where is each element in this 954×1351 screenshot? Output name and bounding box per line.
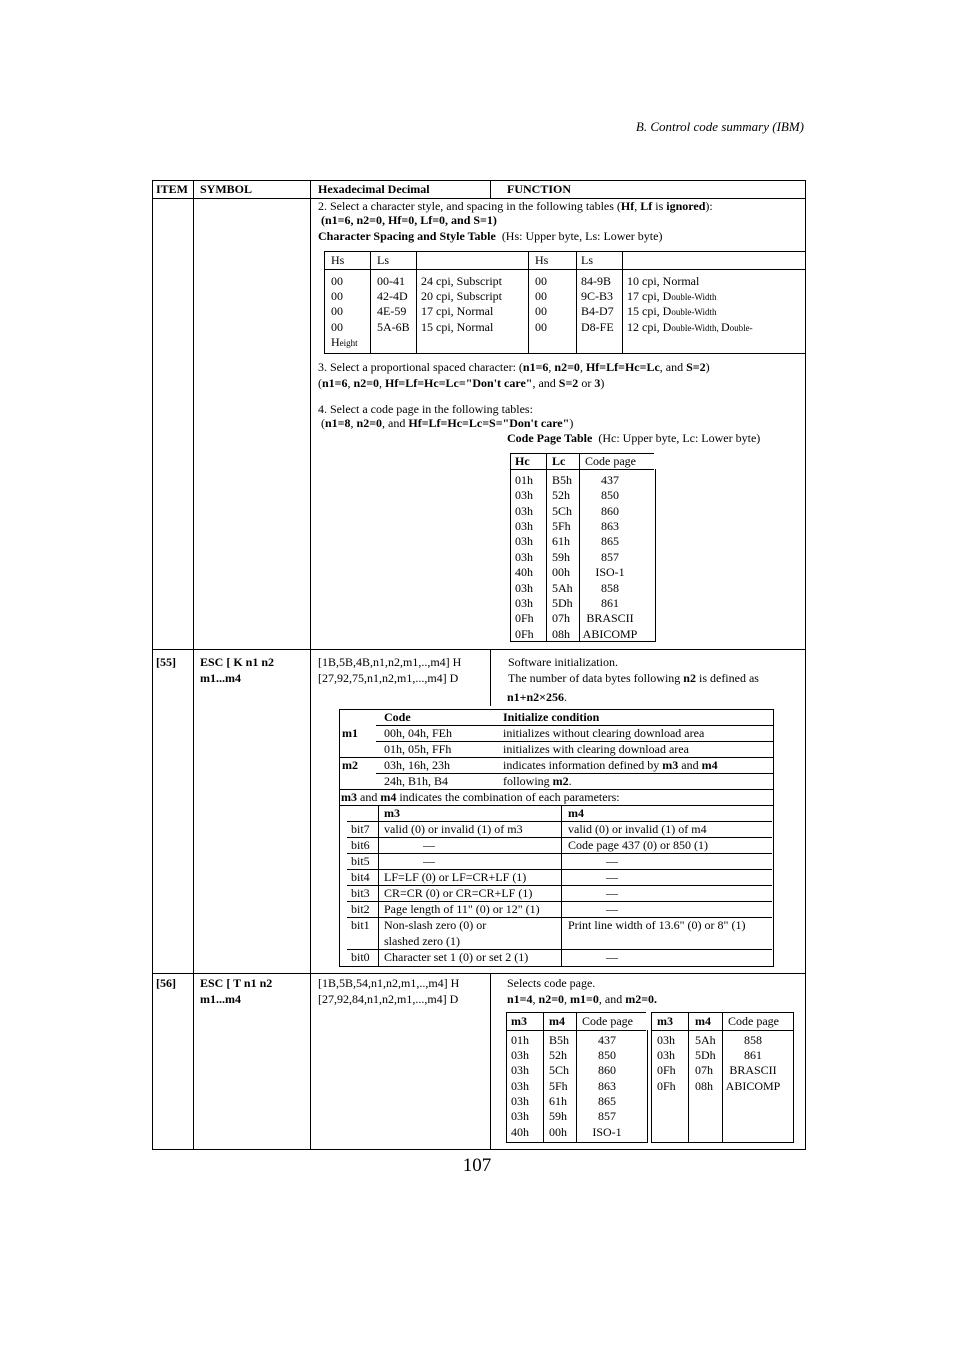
hex-code: [1B,5B,4B,n1,n2,m1,..,m4] H	[318, 655, 462, 669]
m3-header: m3	[384, 806, 400, 820]
function-text: Software initialization.	[508, 655, 618, 669]
style-desc: 15 cpi, Normal	[421, 320, 494, 334]
m3-cell: 03h	[511, 1094, 529, 1108]
sec4-line1: 4. Select a code page in the following tables:	[318, 402, 533, 416]
bit-label: bit5	[351, 854, 370, 868]
hc-cell: 0Fh	[515, 627, 534, 641]
lc-cell: 59h	[552, 550, 570, 564]
ls-cell: 5A-6B	[377, 320, 410, 334]
hs-header: Hs	[331, 253, 345, 267]
m3-cell: 0Fh	[657, 1063, 676, 1077]
m3-value: —	[423, 854, 435, 868]
m4-cell: 08h	[695, 1079, 713, 1093]
codepage-cell: 858	[601, 581, 619, 595]
m3-cell: 03h	[511, 1109, 529, 1123]
hc-cell: 03h	[515, 596, 533, 610]
hc-cell: 03h	[515, 581, 533, 595]
symbol: ESC [ K n1 n2	[200, 655, 275, 669]
bit-label: bit4	[351, 870, 370, 884]
hs-cell: 00	[535, 289, 547, 303]
codepage-header: Code page	[728, 1014, 779, 1028]
codepage-cell: 437	[601, 473, 619, 487]
combination-note: m3 and m4 indicates the combination of each parameters:	[341, 790, 620, 804]
m4-cell: 5Fh	[549, 1079, 568, 1093]
codepage-cell: BRASCII	[586, 611, 634, 625]
function-text: The number of data bytes following n2 is defined as	[508, 671, 759, 685]
style-desc: 17 cpi, Normal	[421, 304, 494, 318]
symbol: m1...m4	[200, 992, 241, 1006]
hs-cell: 00	[331, 274, 343, 288]
style-desc: 17 cpi, Double-Width	[627, 289, 717, 303]
m1-label: m1	[342, 726, 358, 740]
m1-desc: initializes with clearing download area	[503, 742, 689, 756]
m3-value: Page length of 11" (0) or 12" (1)	[384, 902, 540, 916]
hc-cell: 03h	[515, 488, 533, 502]
style-desc: 20 cpi, Subscript	[421, 289, 502, 303]
m4-cell: 5Ch	[549, 1063, 570, 1077]
m3-cell: 03h	[657, 1048, 675, 1062]
style-desc: 12 cpi, Double-Width, Double-	[627, 320, 753, 334]
ls-cell: 42-4D	[377, 289, 408, 303]
m2-code: 24h, B1h, B4	[384, 774, 449, 788]
m4-value: —	[606, 950, 618, 964]
hc-cell: 03h	[515, 550, 533, 564]
m3-header: m3	[511, 1014, 527, 1028]
sec2-line1: 2. Select a character style, and spacing in the following tables (Hf, Lf is ignored):	[318, 199, 713, 213]
sec2-line2: (n1=6, n2=0, Hf=0, Lf=0, and S=1)	[321, 213, 497, 227]
m2-desc: following m2.	[503, 774, 572, 788]
codepage-cell: 861	[744, 1048, 762, 1062]
lc-cell: 08h	[552, 627, 570, 641]
m4-header: m4	[568, 806, 584, 820]
sec3-line2: (n1=6, n2=0, Hf=Lf=Hc=Lc="Don't care", and S=2 or 3)	[318, 376, 605, 390]
ls-cell: 4E-59	[377, 304, 407, 318]
hs-header: Hs	[535, 253, 549, 267]
style-desc: 24 cpi, Subscript	[421, 274, 502, 288]
item-number: [56]	[156, 976, 176, 990]
hc-header: Hc	[515, 454, 530, 468]
codepage-cell: ISO-1	[595, 565, 625, 579]
m4-cell: 61h	[549, 1094, 567, 1108]
codepage-cell: 858	[744, 1033, 762, 1047]
code-page-table-caption: Code Page Table (Hc: Upper byte, Lc: Lower byte)	[507, 431, 761, 445]
dec-code: [27,92,84,n1,n2,m1,...,m4] D	[318, 992, 459, 1006]
ls-cell: 00-41	[377, 274, 405, 288]
m1-code: 00h, 04h, FEh	[384, 726, 453, 740]
hex-code: [1B,5B,54,n1,n2,m1,..,m4] H	[318, 976, 460, 990]
codepage-cell: 865	[598, 1094, 616, 1108]
m4-cell: 00h	[549, 1125, 567, 1139]
item-number: [55]	[156, 655, 176, 669]
codepage-cell: BRASCII	[729, 1063, 777, 1077]
bit-label: bit3	[351, 886, 370, 900]
codepage-cell: 860	[601, 504, 619, 518]
hs-cell: 00	[535, 320, 547, 334]
ls-cell: 9C-B3	[581, 289, 614, 303]
m3-value: Non-slash zero (0) or	[384, 918, 487, 932]
m3-cell: 0Fh	[657, 1079, 676, 1093]
m3-cell: 03h	[657, 1033, 675, 1047]
bit-label: bit2	[351, 902, 370, 916]
lc-cell: 00h	[552, 565, 570, 579]
hc-cell: 01h	[515, 473, 533, 487]
bit-label: bit6	[351, 838, 370, 852]
m4-value: Code page 437 (0) or 850 (1)	[568, 838, 708, 852]
m3-value: —	[423, 838, 435, 852]
lc-cell: 5Ah	[552, 581, 573, 595]
codepage-cell: 865	[601, 534, 619, 548]
code-header: Code	[384, 710, 411, 724]
hs-cell: 00	[331, 320, 343, 334]
m4-header: m4	[549, 1014, 565, 1028]
style-desc: 15 cpi, Double-Width	[627, 304, 717, 318]
m4-cell: B5h	[549, 1033, 570, 1047]
lc-header: Lc	[552, 454, 566, 468]
m4-value: valid (0) or invalid (1) of m4	[568, 822, 707, 836]
function-text: n1=4, n2=0, m1=0, and m2=0.	[507, 992, 658, 1006]
codepage-header: Code page	[582, 1014, 633, 1028]
m4-cell: 59h	[549, 1109, 567, 1123]
bit-label: bit7	[351, 822, 370, 836]
lc-cell: 52h	[552, 488, 570, 502]
running-header: B. Control code summary (IBM)	[635, 119, 804, 134]
codepage-cell: 861	[601, 596, 619, 610]
hs-cell: 00	[535, 274, 547, 288]
hc-cell: 0Fh	[515, 611, 534, 625]
m4-value: —	[606, 870, 618, 884]
codepage-cell: 857	[598, 1109, 616, 1123]
lc-cell: 07h	[552, 611, 570, 625]
m4-value: —	[606, 886, 618, 900]
ls-header: Ls	[377, 253, 389, 267]
m4-cell: 52h	[549, 1048, 567, 1062]
function-text: n1+n2×256.	[507, 690, 568, 704]
m3-cell: 03h	[511, 1063, 529, 1077]
m3-cell: 03h	[511, 1079, 529, 1093]
sec3-line1: 3. Select a proportional spaced character: (n1=6, n2=0, Hf=Lf=Hc=Lc, and S=2)	[318, 360, 710, 374]
m3-header: m3	[657, 1014, 673, 1028]
hs-cell: 00	[331, 289, 343, 303]
m2-label: m2	[342, 758, 358, 772]
symbol: m1...m4	[200, 671, 241, 685]
col-item-header: ITEM	[156, 182, 189, 196]
m3-value: Character set 1 (0) or set 2 (1)	[384, 950, 529, 964]
m4-value: —	[606, 854, 618, 868]
m3-cell: 01h	[511, 1033, 529, 1047]
codepage-cell: 860	[598, 1063, 616, 1077]
codepage-cell: 850	[598, 1048, 616, 1062]
m4-value: —	[606, 902, 618, 916]
m4-cell: 5Ah	[695, 1033, 716, 1047]
init-header: Initialize condition	[503, 710, 600, 724]
bit-label: bit1	[351, 918, 370, 932]
col-function-header: FUNCTION	[507, 182, 572, 196]
col-symbol-header: SYMBOL	[200, 182, 253, 196]
m2-desc: indicates information defined by m3 and m4	[503, 758, 718, 772]
hc-cell: 03h	[515, 504, 533, 518]
hc-cell: 40h	[515, 565, 533, 579]
codepage-cell: ABICOMP	[725, 1079, 781, 1093]
page-number: 107	[462, 1155, 492, 1176]
codepage-cell: 863	[598, 1079, 616, 1093]
codepage-cell: 437	[598, 1033, 616, 1047]
hs-cell: 00	[535, 304, 547, 318]
ls-header: Ls	[581, 253, 593, 267]
codepage-cell: 863	[601, 519, 619, 533]
lc-cell: 5Fh	[552, 519, 571, 533]
m4-value: Print line width of 13.6" (0) or 8" (1)	[568, 918, 746, 932]
hc-cell: 03h	[515, 519, 533, 533]
codepage-cell: ISO-1	[592, 1125, 622, 1139]
codepage-cell: ABICOMP	[582, 627, 638, 641]
hs-cell: 00	[331, 304, 343, 318]
ls-cell: D8-FE	[581, 320, 614, 334]
codepage-cell: 850	[601, 488, 619, 502]
bit-label: bit0	[351, 950, 370, 964]
ls-cell: 84-9B	[581, 274, 611, 288]
m3-cell: 03h	[511, 1048, 529, 1062]
sec4-line2: (n1=8, n2=0, and Hf=Lf=Hc=Lc=S="Don't care")	[321, 416, 574, 430]
lc-cell: 5Ch	[552, 504, 573, 518]
codepage-cell: 857	[601, 550, 619, 564]
lc-cell: B5h	[552, 473, 573, 487]
m4-header: m4	[695, 1014, 711, 1028]
m3-cell: 40h	[511, 1125, 529, 1139]
symbol: ESC [ T n1 n2	[200, 976, 273, 990]
m3-value: CR=CR (0) or CR=CR+LF (1)	[384, 886, 533, 900]
sec2-table-caption: Character Spacing and Style Table (Hs: Upper byte, Ls: Lower byte)	[318, 229, 663, 243]
m4-cell: 5Dh	[695, 1048, 716, 1062]
m3-value: LF=LF (0) or LF=CR+LF (1)	[384, 870, 527, 884]
ls-cell: B4-D7	[581, 304, 614, 318]
lc-cell: 61h	[552, 534, 570, 548]
m3-value: slashed zero (1)	[384, 934, 460, 948]
lc-cell: 5Dh	[552, 596, 573, 610]
m2-code: 03h, 16h, 23h	[384, 758, 450, 772]
codepage-header: Code page	[585, 454, 636, 468]
dec-code: [27,92,75,n1,n2,m1,...,m4] D	[318, 671, 459, 685]
height-note: Height	[331, 335, 358, 349]
function-text: Selects code page.	[507, 976, 596, 990]
m4-cell: 07h	[695, 1063, 713, 1077]
m3-value: valid (0) or invalid (1) of m3	[384, 822, 523, 836]
m1-code: 01h, 05h, FFh	[384, 742, 452, 756]
hc-cell: 03h	[515, 534, 533, 548]
col-hexdec-header: Hexadecimal Decimal	[318, 182, 430, 196]
m1-desc: initializes without clearing download area	[503, 726, 705, 740]
style-desc: 10 cpi, Normal	[627, 274, 700, 288]
